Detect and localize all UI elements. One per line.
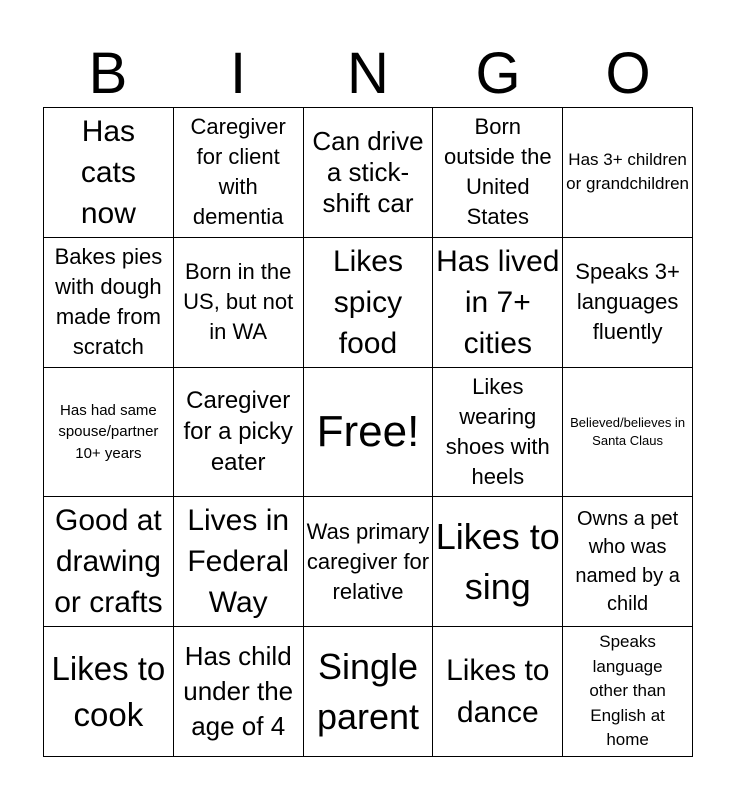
title-letter-o: O [605, 41, 651, 106]
bingo-cell-r1c1[interactable]: Has cats now [44, 108, 174, 238]
bingo-grid [43, 107, 693, 757]
bingo-cell-r4c1[interactable]: Good at drawing or crafts [44, 497, 174, 627]
bingo-cell-r3c5[interactable]: Believed/believes in Santa Claus [563, 368, 693, 498]
title-letter-n: N [347, 41, 389, 106]
bingo-cell-r4c3[interactable]: Was primary caregiver for relative [304, 497, 434, 627]
bingo-cell-r5c3[interactable]: Single parent [304, 627, 434, 757]
bingo-cell-r4c5[interactable]: Owns a pet who was named by a child [563, 497, 693, 627]
bingo-cell-r4c2[interactable]: Lives in Federal Way [174, 497, 304, 627]
bingo-cell-r3c4[interactable]: Likes wearing shoes with heels [433, 368, 563, 498]
bingo-cell-r1c2[interactable]: Caregiver for client with dementia [174, 108, 304, 238]
bingo-cell-r5c4[interactable]: Likes to dance [433, 627, 563, 757]
bingo-cell-r1c5[interactable]: Has 3+ children or grandchildren [563, 108, 693, 238]
title-letter-i: I [229, 41, 247, 106]
bingo-cell-r3c1[interactable]: Has had same spouse/partner 10+ years [44, 368, 174, 498]
bingo-cell-r1c3[interactable]: Can drive a stick-shift car [304, 108, 434, 238]
bingo-cell-r5c2[interactable]: Has child under the age of 4 [174, 627, 304, 757]
bingo-cell-r3c3[interactable]: Free! [304, 368, 434, 498]
bingo-cell-r2c5[interactable]: Speaks 3+ languages fluently [563, 238, 693, 368]
bingo-cell-r5c5[interactable]: Speaks language other than English at home [563, 627, 693, 757]
bingo-cell-r2c4[interactable]: Has lived in 7+ cities [433, 238, 563, 368]
title-letter-b: B [88, 41, 128, 106]
bingo-cell-r2c2[interactable]: Born in the US, but not in WA [174, 238, 304, 368]
bingo-cell-r4c4[interactable]: Likes to sing [433, 497, 563, 627]
bingo-cell-r2c3[interactable]: Likes spicy food [304, 238, 434, 368]
bingo-title [43, 41, 693, 106]
bingo-cell-r5c1[interactable]: Likes to cook [44, 627, 174, 757]
bingo-cell-r3c2[interactable]: Caregiver for a picky eater [174, 368, 304, 498]
bingo-cell-r2c1[interactable]: Bakes pies with dough made from scratch [44, 238, 174, 368]
title-letter-g: G [475, 41, 521, 106]
bingo-cell-r1c4[interactable]: Born outside the United States [433, 108, 563, 238]
